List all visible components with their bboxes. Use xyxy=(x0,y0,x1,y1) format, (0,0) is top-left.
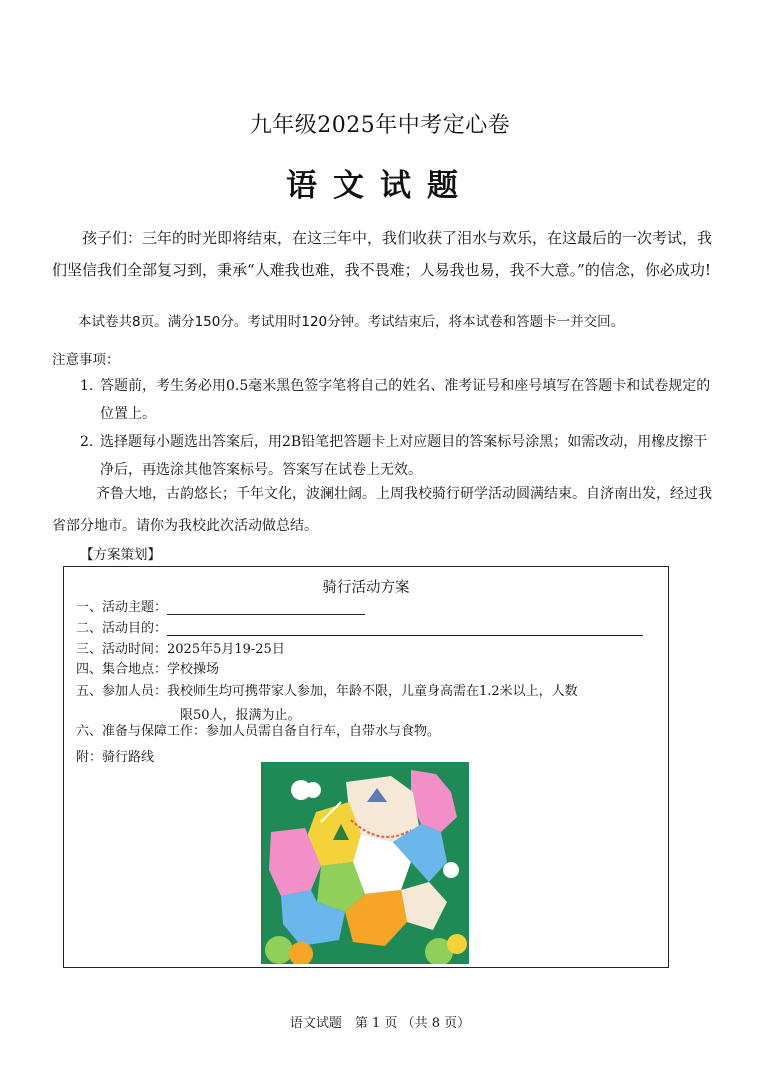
plan-title: 骑行活动方案 xyxy=(322,580,410,596)
notice-heading: 注意事项： xyxy=(52,352,120,368)
notice-item-number: 1. xyxy=(80,378,94,394)
exam-info: 本试卷共8页。满分150分。考试用时120分钟。考试结束后，将本试卷和答题卡一并交回。 xyxy=(78,314,625,330)
cycling-route-map xyxy=(261,762,469,964)
intro-paragraph: 孩子们：三年的时光即将结束，在这三年中，我们收获了泪水与欢乐，在这最后的一次考试，我们坚信我们全部复习到，秉承“人难我也难，我不畏难；人易我也易，我不大意。”的信念，你必成功! xyxy=(52,229,713,279)
purpose-blank[interactable] xyxy=(167,621,643,636)
notice-item-number: 2. xyxy=(80,434,94,450)
exam-title: 语文试题 xyxy=(286,168,474,204)
page-footer: 语文试题 第 1 页 （共 8 页） xyxy=(289,1016,471,1031)
activity-intro: 齐鲁大地，古韵悠长；千年文化，波澜壮阔。上周我校骑行研学活动圆满结束。自济南出发，经过我省部分地市。请你为我校此次活动做总结。 xyxy=(52,486,712,534)
row-label: 二、活动目的： xyxy=(76,621,168,636)
route-map-illustration xyxy=(261,762,469,964)
exam-subtitle: 九年级2025年中考定心卷 xyxy=(249,113,511,138)
plan-row-preparation: 六、准备与保障工作：参加人员需自备自行车，自带水与食物。 xyxy=(76,724,441,739)
notice-item-2 xyxy=(80,428,720,484)
plan-row-purpose xyxy=(76,617,643,636)
notice-item-text: 选择题每小题选出答案后，用2B铅笔把答题卡上对应题目的答案标号涂黑；如需改动，用橡皮擦干净后，再选涂其他答案标号。答案写在试卷上无效。 xyxy=(100,434,708,478)
theme-blank[interactable] xyxy=(167,600,365,615)
plan-row-time: 三、活动时间：2025年5月19-25日 xyxy=(76,642,285,657)
notice-item-text: 答题前，考生务必用0.5毫米黑色签字笔将自己的姓名、准考证号和座号填写在答题卡和试卷规定的位置上。 xyxy=(100,378,711,422)
notice-item-1 xyxy=(80,372,720,428)
section-label: 【方案策划】 xyxy=(80,547,161,563)
plan-row-participants-cont: 限50人，报满为止。 xyxy=(180,708,301,723)
plan-row-participants: 五、参加人员：我校师生均可携带家人参加，年龄不限，儿童身高需在1.2米以上，人数 xyxy=(76,684,578,699)
plan-row-theme xyxy=(76,596,365,615)
row-label: 一、活动主题： xyxy=(76,600,168,615)
cloud-icon xyxy=(443,862,459,878)
plan-row-location: 四、集合地点：学校操场 xyxy=(76,662,220,677)
plan-row-route: 附：骑行路线 xyxy=(76,750,155,765)
